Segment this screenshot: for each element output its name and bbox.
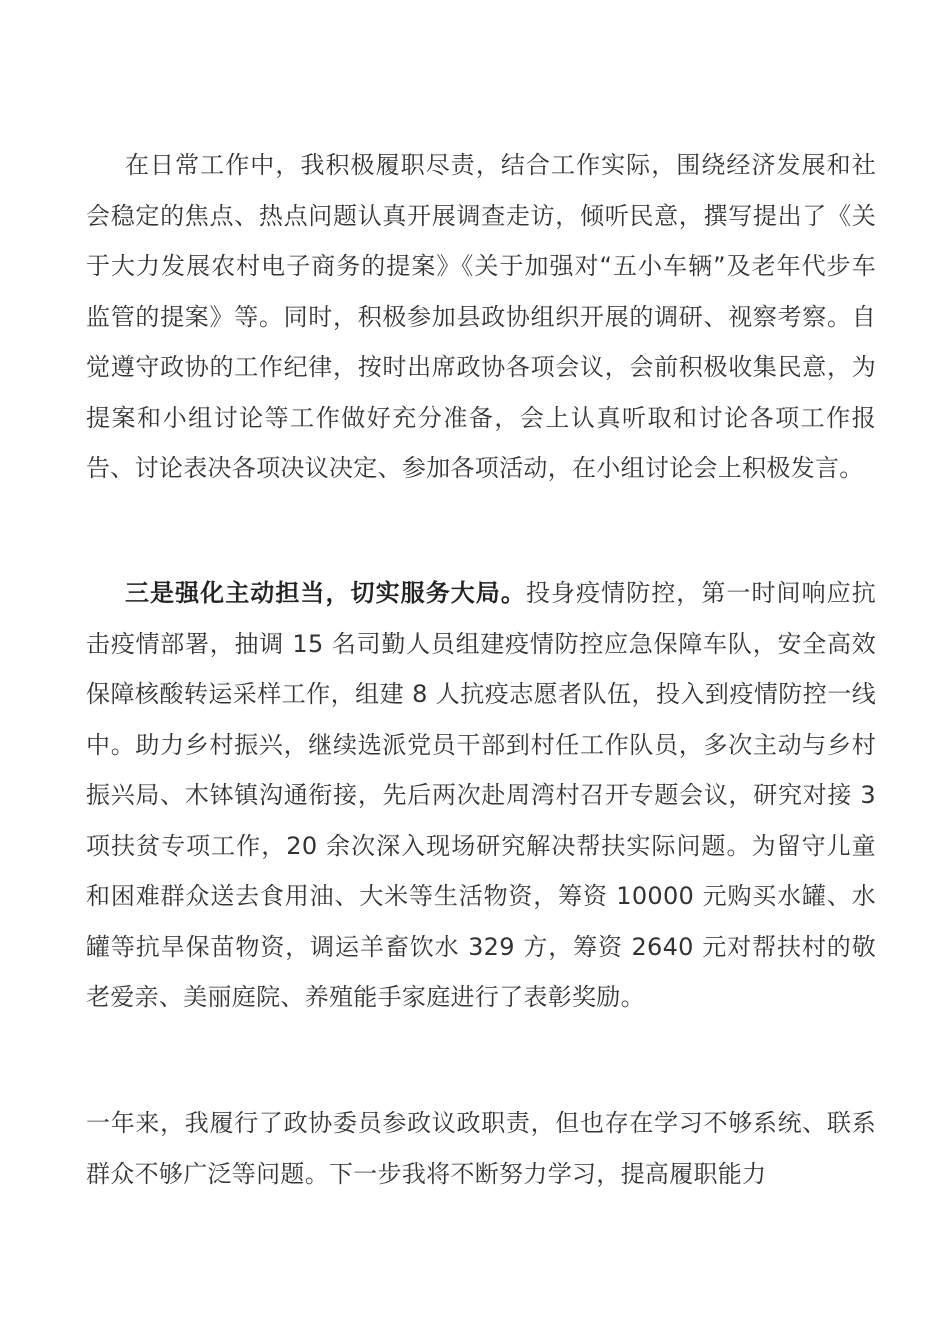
paragraph-serve-overall xyxy=(86,568,876,1023)
paragraph-summary: 一年来，我履行了政协委员参政议政职责，但也存在学习不够系统、联系群众不够广泛等问题。下一步我将不断努力学习，提高履职能力 xyxy=(86,1109,876,1188)
paragraph-body: 投身疫情防控，第一时间响应抗击疫情部署，抽调 15 名司勤人员组建疫情防控应急保障车队，安全高效保障核酸转运采样工作，组建 8 人抗疫志愿者队伍，投入到疫情防控一线中。助力乡村振兴，继续选派党员干部到村任工作队员，多次主动与乡村振兴局、木钵镇沟通衔接，先后两次赴周湾村召开专题会议，研究对接 3 项扶贫专项工作，20 余次深入现场研究解决帮扶实际问题。为留守儿童和困难群众送去食用油、大米等生活物资，筹资 10000 元购买水罐、水罐等抗旱保苗物资，调运羊畜饮水 329 方，筹资 2640 元对帮扶村的敬老爱亲、美丽庭院、养殖能手家庭进行了表彰奖励。 xyxy=(86,579,876,1011)
paragraph-daily-work: 在日常工作中，我积极履职尽责，结合工作实际，围绕经济发展和社会稳定的焦点、热点问题认真开展调查走访，倾听民意，撰写提出了《关于大力发展农村电子商务的提案》《关于加强对“五小车辆”及老年代步车监管的提案》等。同时，积极参加县政协组织开展的调研、视察考察。自觉遵守政协的工作纪律，按时出席政协各项会议，会前积极收集民意，为提案和小组讨论等工作做好充分准备，会上认真听取和讨论各项工作报告、讨论表决各项决议决定、参加各项活动，在小组讨论会上积极发言。 xyxy=(86,151,876,482)
paragraph-heading: 三是强化主动担当，切实服务大局。 xyxy=(125,579,526,607)
